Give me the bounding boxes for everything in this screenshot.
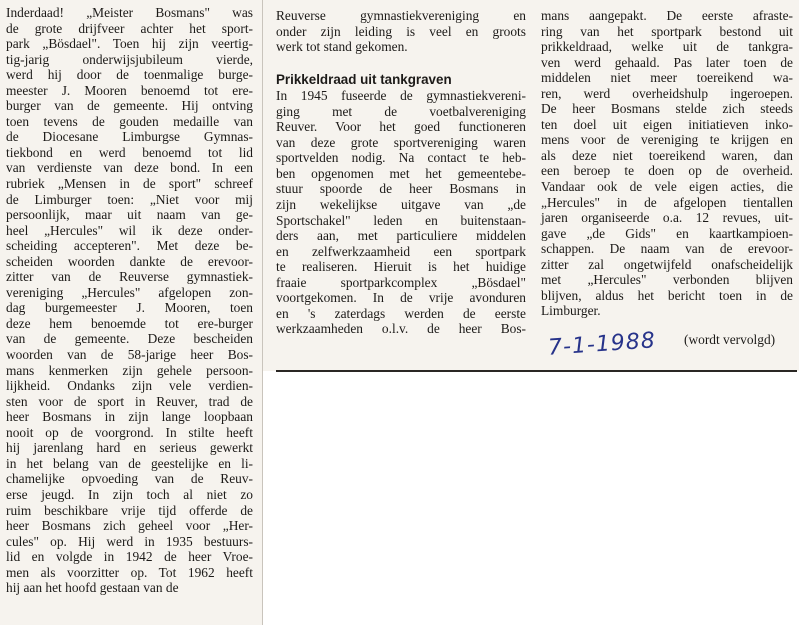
blank-scan-area <box>263 371 799 625</box>
text-line: ven werd gehaald. Pas later toen de <box>541 54 793 70</box>
article-column-2 <box>276 8 526 337</box>
text-line: fraaie sportparkcomplex „Bösdael" <box>276 274 526 290</box>
text-line: ging met de voetbalvereniging <box>276 103 526 119</box>
article-end-rule <box>276 370 797 372</box>
text-line: mans aangepakt. De eerste afraste- <box>541 8 793 23</box>
handwritten-date: 7-1-1988 <box>547 328 657 361</box>
article-column-1 <box>6 5 253 596</box>
text-line: jaren organiseerde o.a. 12 revues, uit- <box>541 210 793 226</box>
text-line: Vandaar ook de vele eigen acties, die <box>541 179 793 195</box>
text-line: rubriek „Mensen in de sport" schreef <box>6 176 253 192</box>
text-line: met „Hercules" verbonden blijven <box>541 272 793 288</box>
column-2-body <box>276 88 526 337</box>
text-line: tig-jarig onderwijsjubileum vierde, <box>6 51 253 67</box>
text-line: Limburger. <box>541 303 601 319</box>
text-line: woorden van de 58-jarige heer Bos- <box>6 347 253 363</box>
text-line: scheiding accepteren". Met deze be- <box>6 238 253 254</box>
text-line: heer Bosmans zich geheel voor „Her- <box>6 518 253 534</box>
text-line: lijkheid. Ondanks zijn vele verdien- <box>6 378 253 394</box>
text-line: vereniging „Hercules" afgelopen zon- <box>6 284 253 300</box>
text-line: cules" op. Hij werd in 1935 bestuurs- <box>6 533 253 549</box>
text-line: hij jarenlang hard en serieus gewerkt <box>6 440 253 456</box>
text-line: van verdienste van deze bond. In een <box>6 160 253 176</box>
text-line: toen tevens de gouden medaille van <box>6 113 253 129</box>
text-line: dag burgemeester J. Mooren, toen <box>6 300 253 316</box>
article-column-3 <box>541 8 793 319</box>
text-line: park „Bösdael". Toen hij zijn veertig- <box>6 36 253 52</box>
text-line: ben opgenomen met het gemeentebe- <box>276 165 526 181</box>
text-line: een beroep te doen op de overheid. <box>541 163 793 179</box>
text-line: deze hem benoemde tot ere-burger <box>6 315 253 331</box>
text-line: blijven, aldus het bericht toen in de <box>541 287 793 303</box>
text-line: schappen. De naam van de erevoor- <box>541 241 793 257</box>
text-line: in het belang van de geestelijke en li- <box>6 455 253 471</box>
section-heading: Prikkeldraad uit tankgraven <box>276 71 452 87</box>
text-line: „Hercules" in de afgelopen tientallen <box>541 194 793 210</box>
text-line: prikkeldraad, welke uit de tankgra- <box>541 39 793 55</box>
text-line: de Limburger toen: „Niet voor mij <box>6 191 253 207</box>
text-line: sten voor de sport in Reuver, trad de <box>6 393 253 409</box>
text-line: ren, werd overheidshulp ingeroepen. <box>541 85 793 101</box>
text-line: lid en volgde in 1942 de heer Vroe- <box>6 549 253 565</box>
text-line: De heer Bosmans stelde zich steeds <box>541 101 793 117</box>
text-line: scheiden woorden dankte de erevoor- <box>6 253 253 269</box>
text-line: mans kenmerken zijn gehele persoon- <box>6 362 253 378</box>
text-line: heer Bosmans in zijn lange loopbaan <box>6 409 253 425</box>
continued-note: (wordt vervolgd) <box>684 332 776 347</box>
text-line: zitter van de Reuverse gymnastiek- <box>6 269 253 285</box>
text-line: heel „Hercules" wil ik deze onder- <box>6 222 253 238</box>
text-line: en 's zaterdags werden de eerste <box>276 305 526 321</box>
text-line: Reuver. Voor het goed functioneren <box>276 119 526 135</box>
text-line: de Diocesane Limburgse Gymnas- <box>6 129 253 145</box>
text-line: werkzaamheden o.l.v. de heer Bos- <box>276 321 526 337</box>
text-line: zitter zal ongetwijfeld onafscheidelijk <box>541 256 793 272</box>
text-line: nooit op de voorgrond. In stilte heeft <box>6 424 253 440</box>
text-line: chamelijke opvoeding van de Reuv- <box>6 471 253 487</box>
text-line: ders aan, met particuliere middelen <box>276 228 526 244</box>
text-line: te realiseren. Hieruit is het huidige <box>276 259 526 275</box>
text-line: In 1945 fuseerde de gymnastiekvereni- <box>276 88 526 104</box>
text-line: sportvelden nodig. Na contact te heb- <box>276 150 526 166</box>
text-line: en zelfwerkzaamheid een sportpark <box>276 243 526 259</box>
text-line: van deze grote sportvereniging waren <box>276 134 526 150</box>
text-line: Sportschakel" leden en buitenstaan- <box>276 212 526 228</box>
text-line: tiekbond en werd benoemd tot lid <box>6 144 253 160</box>
text-line: hij aan het hoofd gestaan van de <box>6 580 179 596</box>
text-line: Reuverse gymnastiekvereniging en <box>276 8 526 23</box>
text-line: mens voor de vereniging te krijgen en <box>541 132 793 148</box>
text-line: als deze niet toereikend waren, dan <box>541 147 793 163</box>
text-line: voortgekomen. In de vrije avonduren <box>276 290 526 306</box>
text-line: meester J. Mooren benoemd tot ere- <box>6 82 253 98</box>
text-line: van de gemeente. Deze bescheiden <box>6 331 253 347</box>
text-line: middelen niet meer toereikend wa- <box>541 70 793 86</box>
text-line: Inderdaad! „Meister Bosmans" was <box>6 5 253 20</box>
text-line: ring van het sportpark bestond uit <box>541 23 793 39</box>
column-2-intro <box>276 8 526 55</box>
text-line: persoonlijk, maar uit naam van ge- <box>6 207 253 223</box>
text-line: burger van de gemeente. Hij ontving <box>6 98 253 114</box>
text-line: zijn wekelijkse uitgave van „de <box>276 197 526 213</box>
text-line: werk tot stand gekomen. <box>276 39 408 55</box>
text-line: men als voorzitter op. Tot 1962 heeft <box>6 564 253 580</box>
column-cut-edge <box>262 0 263 625</box>
text-line: stuur spoorde de heer Bosmans in <box>276 181 526 197</box>
text-line: onder zijn leiding is veel en groots <box>276 23 526 39</box>
text-line: ten doel uit eigen initiatieven inko- <box>541 116 793 132</box>
text-line: de grote drijfveer achter het sport- <box>6 20 253 36</box>
text-line: gave „de Gids" en kaartkampioen- <box>541 225 793 241</box>
text-line: erse jeugd. In zijn toch al niet zo <box>6 486 253 502</box>
text-line: ruim beschikbare vrije tijd offerde de <box>6 502 253 518</box>
text-line: werd hij door de toenmalige burge- <box>6 67 253 83</box>
